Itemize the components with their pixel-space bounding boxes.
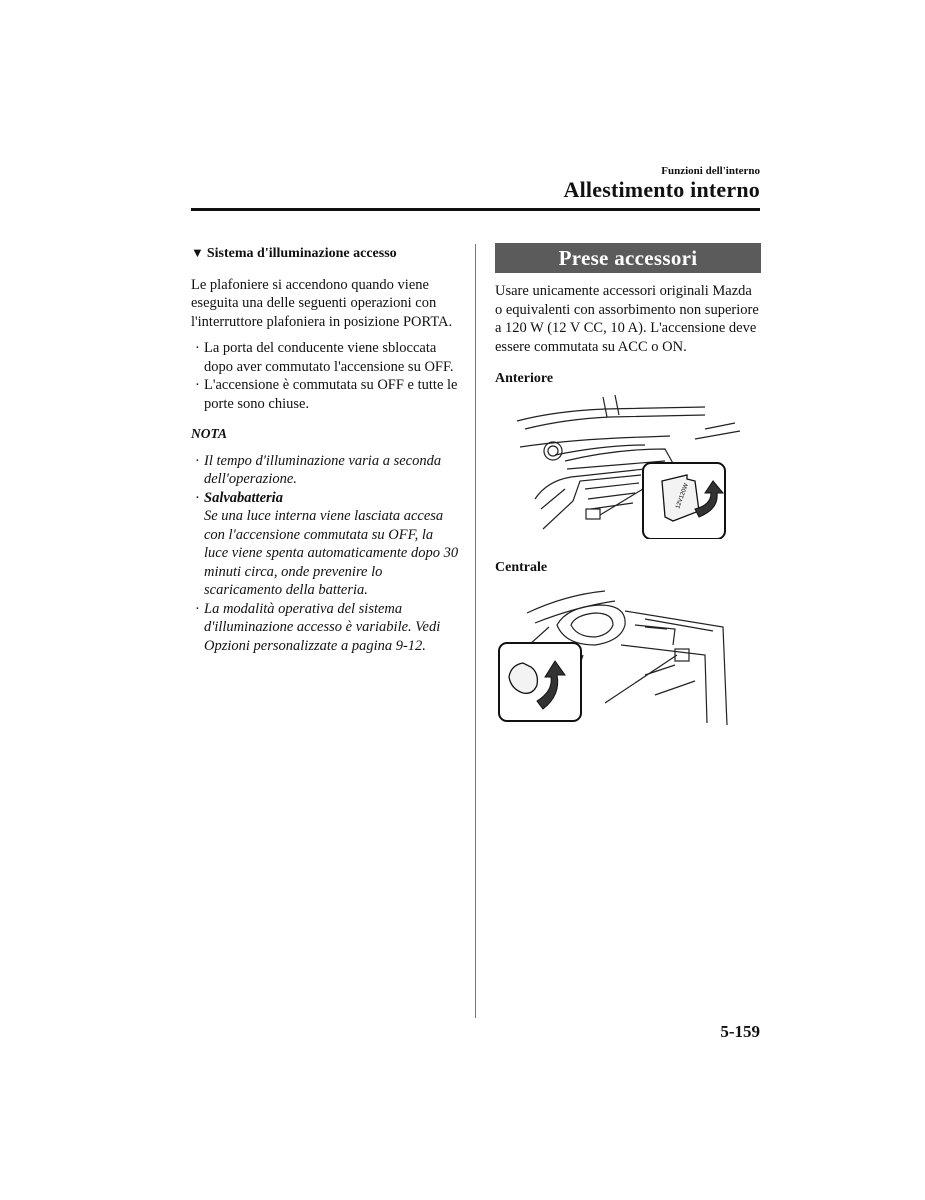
note-item bbox=[191, 489, 459, 600]
section-heading-bar: Prese accessori bbox=[495, 243, 761, 273]
front-socket-illustration bbox=[495, 389, 761, 539]
list-item: · L'accensione è commutata su OFF e tutte le porte sono chiuse. bbox=[191, 376, 459, 413]
right-column bbox=[495, 243, 761, 725]
section-subtitle: Funzioni dell'interno bbox=[661, 165, 760, 177]
note-label: · Salvabatteria bbox=[204, 489, 283, 506]
figure-label-center: Centrale bbox=[495, 559, 548, 575]
note-body: Se una luce interna viene lasciata accesa con l'accensione commutata su OFF, la luce viene spenta automaticamente dopo 30 minuti circa, onde prevenire lo scaricamento della batteria. bbox=[204, 508, 459, 598]
triangle-icon: ▼ bbox=[191, 245, 204, 260]
left-column bbox=[191, 244, 459, 655]
note-item: · Il tempo d'illuminazione varia a seconda dell'operazione. bbox=[191, 452, 459, 489]
condition-list bbox=[191, 339, 459, 413]
note-title: NOTA bbox=[191, 426, 228, 441]
socket-cap-label: 12V120W bbox=[675, 482, 690, 510]
column-divider bbox=[475, 244, 476, 1018]
subsection-heading bbox=[191, 244, 459, 264]
page-number: 5-159 bbox=[720, 1022, 760, 1041]
list-item: · La porta del conducente viene sbloccata dopo aver commutato l'accensione su OFF. bbox=[191, 339, 459, 376]
note-item: · La modalità operativa del sistema d'illuminazione accesso è variabile. Vedi Opzioni personalizzate a pagina 9-12. bbox=[191, 600, 459, 656]
note-list bbox=[191, 452, 459, 656]
section-title: Allestimento interno bbox=[563, 177, 760, 202]
subsection-heading-text: Sistema d'illuminazione accesso bbox=[206, 246, 397, 261]
accessory-paragraph: Usare unicamente accessori originali Mazda o equivalenti con assorbimento non superiore a 120 W (12 V CC, 10 A). L'accensione deve essere commutata su ACC o ON. bbox=[495, 283, 759, 355]
figure-label-front: Anteriore bbox=[495, 371, 554, 386]
intro-paragraph: Le plafoniere si accendono quando viene eseguita una delle seguenti operazioni con l'interruttore plafoniera in posizione PORTA. bbox=[191, 276, 453, 330]
center-socket-illustration bbox=[495, 585, 761, 725]
header-rule bbox=[191, 208, 760, 211]
